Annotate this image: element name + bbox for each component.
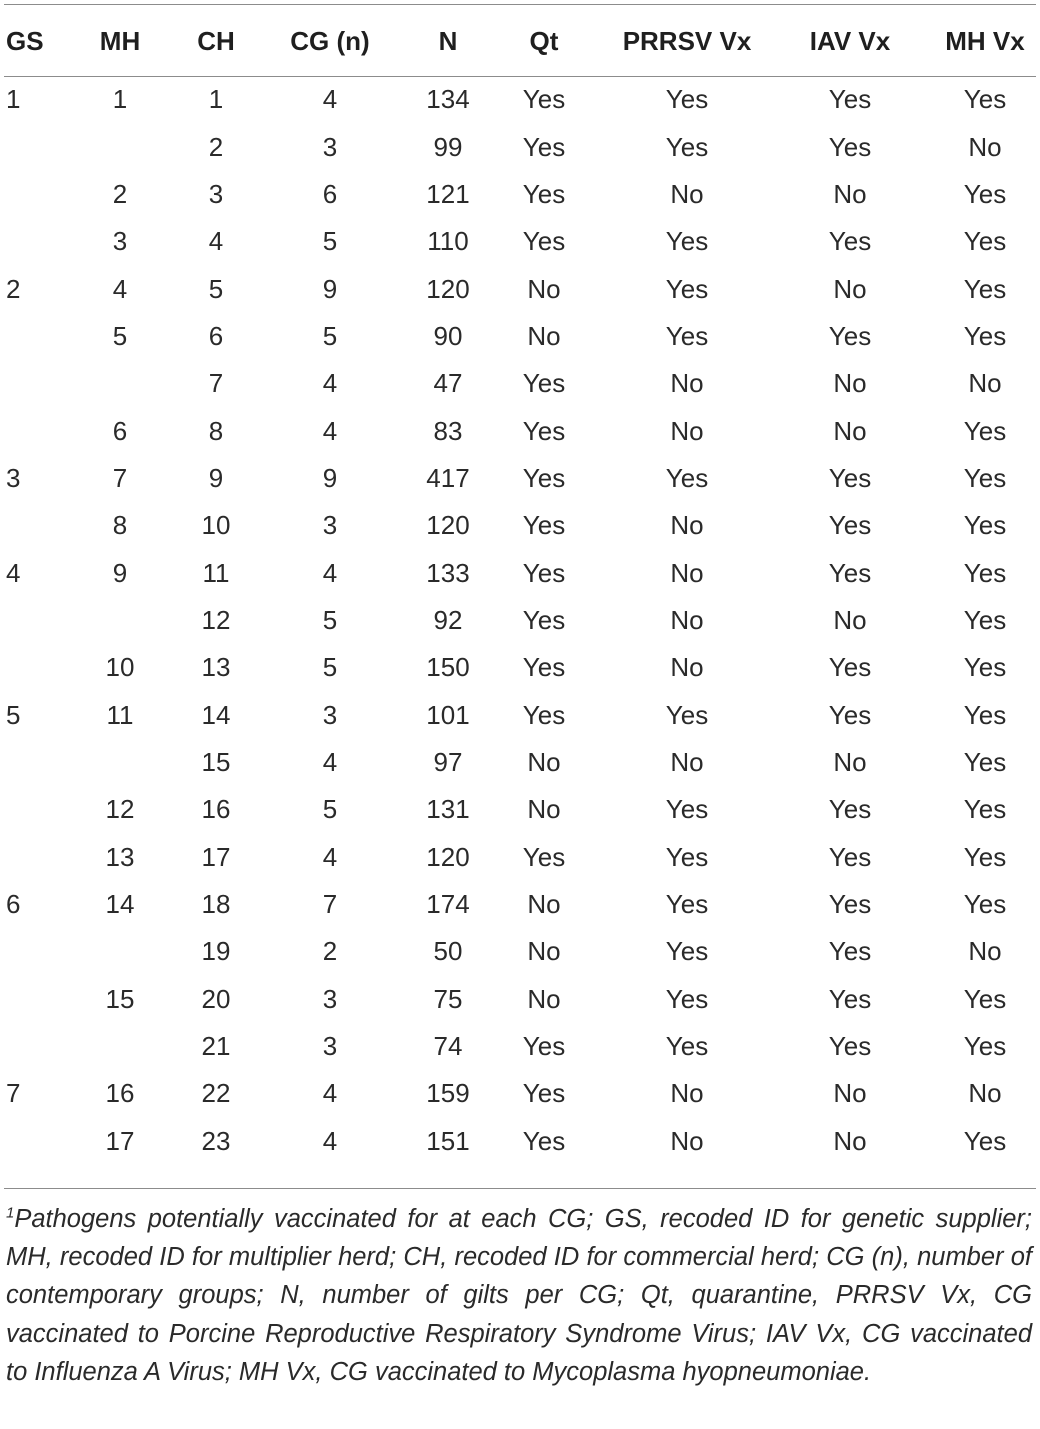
column-header-qt: Qt	[529, 25, 559, 56]
cell-iav-vx: Yes	[828, 557, 872, 588]
cell-mh	[56, 360, 184, 407]
cell-n: 101	[426, 699, 470, 730]
cell-qt: No	[527, 273, 561, 304]
table-row	[0, 123, 1040, 170]
cell-prrsv-vx: Yes	[665, 841, 709, 872]
cell-mh-vx: Yes	[963, 746, 1007, 777]
cell-prrsv-vx: No	[670, 652, 704, 683]
table-row	[0, 691, 1040, 738]
cell-n: 110	[427, 226, 469, 257]
cell-mh-vx: No	[968, 131, 1002, 162]
cell-cg-n: 9	[322, 273, 338, 304]
cell-ch: 8	[208, 415, 224, 446]
cell-ch: 15	[201, 746, 231, 777]
cell-qt: Yes	[522, 84, 566, 115]
cell-prrsv-vx: No	[670, 510, 704, 541]
cell-cg-n: 9	[322, 462, 338, 493]
table-row	[0, 1118, 1040, 1165]
cell-gs: 3	[6, 462, 21, 493]
cell-mh	[56, 597, 184, 644]
cell-mh-vx: Yes	[963, 699, 1007, 730]
cell-ch: 2	[208, 131, 224, 162]
cell-cg-n: 4	[322, 557, 338, 588]
table-row	[0, 1070, 1040, 1117]
cell-n: 92	[433, 604, 463, 635]
cell-mh	[56, 928, 184, 975]
cell-prrsv-vx: No	[670, 557, 704, 588]
cell-n: 133	[426, 557, 470, 588]
cell-mh-vx: No	[968, 368, 1002, 399]
cell-ch: 6	[208, 320, 224, 351]
cell-mh: 15	[105, 983, 135, 1014]
cell-cg-n: 4	[322, 1078, 338, 1109]
cell-ch: 5	[208, 273, 224, 304]
cell-mh: 3	[112, 226, 128, 257]
cell-ch: 14	[201, 699, 231, 730]
cell-gs	[0, 502, 56, 549]
cell-mh-vx: Yes	[963, 557, 1007, 588]
cell-mh-vx: Yes	[963, 415, 1007, 446]
cell-qt: Yes	[522, 462, 566, 493]
cell-iav-vx: No	[833, 1125, 867, 1156]
table-footnote	[6, 1200, 1032, 1391]
cell-qt: No	[527, 889, 561, 920]
cell-gs	[0, 313, 56, 360]
cell-ch: 20	[201, 983, 231, 1014]
cell-gs: 2	[6, 273, 21, 304]
cell-mh-vx: Yes	[963, 841, 1007, 872]
cell-iav-vx: Yes	[828, 841, 872, 872]
cell-n: 120	[426, 841, 470, 872]
cell-n: 74	[433, 1031, 463, 1062]
cell-n: 83	[433, 415, 463, 446]
cell-mh: 12	[105, 794, 135, 825]
cell-gs	[0, 834, 56, 881]
cell-qt: Yes	[522, 557, 566, 588]
table-row	[0, 360, 1040, 407]
table-row	[0, 76, 1040, 123]
cell-ch: 4	[208, 226, 224, 257]
cell-ch: 3	[208, 178, 224, 209]
cell-qt: Yes	[522, 510, 566, 541]
cell-iav-vx: No	[833, 1078, 867, 1109]
cell-mh: 6	[112, 415, 128, 446]
cell-qt: Yes	[522, 841, 566, 872]
cell-qt: Yes	[522, 415, 566, 446]
cell-prrsv-vx: No	[670, 746, 704, 777]
table-row	[0, 881, 1040, 928]
cell-cg-n: 3	[322, 510, 338, 541]
cell-cg-n: 5	[322, 652, 338, 683]
cell-prrsv-vx: Yes	[665, 84, 709, 115]
table-body	[0, 76, 1040, 1165]
cell-ch: 21	[201, 1031, 231, 1062]
cell-mh: 4	[112, 273, 128, 304]
cell-prrsv-vx: No	[670, 368, 704, 399]
cell-gs: 6	[6, 889, 21, 920]
cell-prrsv-vx: Yes	[665, 889, 709, 920]
cell-qt: Yes	[522, 131, 566, 162]
cell-cg-n: 3	[322, 983, 338, 1014]
footnote-marker: 1	[6, 1204, 15, 1222]
cell-prrsv-vx: Yes	[665, 273, 709, 304]
bottom-rule	[4, 1188, 1036, 1189]
cell-mh-vx: Yes	[963, 889, 1007, 920]
table-row	[0, 1023, 1040, 1070]
table-row	[0, 739, 1040, 786]
column-header-cg-n: CG (n)	[290, 25, 370, 56]
cell-mh-vx: Yes	[963, 604, 1007, 635]
cell-ch: 11	[202, 557, 230, 588]
cell-cg-n: 5	[322, 320, 338, 351]
cell-mh	[56, 739, 184, 786]
table-row	[0, 549, 1040, 596]
cell-gs	[0, 928, 56, 975]
cell-n: 47	[433, 368, 463, 399]
cell-iav-vx: Yes	[828, 889, 872, 920]
cell-prrsv-vx: Yes	[665, 1031, 709, 1062]
cell-prrsv-vx: No	[670, 1125, 704, 1156]
cell-ch: 9	[208, 462, 224, 493]
cell-qt: Yes	[522, 652, 566, 683]
cell-qt: Yes	[522, 1031, 566, 1062]
cell-gs	[0, 597, 56, 644]
cell-mh-vx: Yes	[963, 84, 1007, 115]
header-row	[0, 6, 1040, 76]
cell-mh-vx: Yes	[963, 983, 1007, 1014]
column-header-mh-vx: MH Vx	[945, 25, 1025, 56]
cell-prrsv-vx: Yes	[665, 936, 709, 967]
column-header-iav-vx: IAV Vx	[809, 25, 891, 56]
cell-qt: Yes	[522, 1078, 566, 1109]
table-row	[0, 834, 1040, 881]
cell-mh: 1	[112, 84, 128, 115]
table-row	[0, 976, 1040, 1023]
footnote-text: Pathogens potentially vaccinated for at each CG; GS, recoded ID for genetic supplier; MH, recoded ID for multiplier herd; CH, recoded ID for commercial herd; CG (n), number of contemporary groups; N, number of gilts per CG; Qt, quarantine, PRRSV Vx, CG vaccinated to Porcine Reproductive Respiratory Syndrome Virus; IAV Vx, CG vaccinated to Influenza A Virus; MH Vx, CG vaccinated to Mycoplasma hyopneumoniae.	[6, 1205, 1032, 1386]
cell-cg-n: 7	[322, 889, 338, 920]
cell-qt: Yes	[522, 226, 566, 257]
table-row	[0, 407, 1040, 454]
cell-n: 134	[426, 84, 470, 115]
cell-cg-n: 5	[322, 604, 338, 635]
cell-iav-vx: Yes	[828, 462, 872, 493]
cell-mh: 5	[112, 320, 128, 351]
cell-cg-n: 4	[322, 368, 338, 399]
cell-iav-vx: No	[833, 604, 867, 635]
cell-gs	[0, 786, 56, 833]
cell-n: 50	[433, 936, 463, 967]
cell-cg-n: 4	[322, 1125, 338, 1156]
cell-n: 120	[426, 273, 470, 304]
cell-qt: Yes	[522, 178, 566, 209]
cell-cg-n: 4	[322, 746, 338, 777]
table-row	[0, 313, 1040, 360]
cell-ch: 19	[201, 936, 231, 967]
cell-cg-n: 3	[322, 1031, 338, 1062]
table-row	[0, 265, 1040, 312]
cell-mh: 8	[112, 510, 128, 541]
cell-mh: 13	[105, 841, 135, 872]
cell-qt: No	[527, 983, 561, 1014]
cell-mh-vx: Yes	[963, 178, 1007, 209]
cell-iav-vx: No	[833, 368, 867, 399]
cell-mh-vx: No	[968, 1078, 1002, 1109]
cell-iav-vx: Yes	[828, 510, 872, 541]
cell-iav-vx: No	[833, 746, 867, 777]
column-header-gs: GS	[6, 25, 44, 56]
cell-mh-vx: No	[968, 936, 1002, 967]
herd-vaccination-table	[0, 6, 1040, 1165]
table-row	[0, 644, 1040, 691]
cell-prrsv-vx: Yes	[665, 794, 709, 825]
cell-n: 90	[433, 320, 463, 351]
cell-mh-vx: Yes	[963, 462, 1007, 493]
cell-iav-vx: Yes	[828, 84, 872, 115]
cell-mh: 17	[105, 1125, 135, 1156]
cell-ch: 16	[201, 794, 231, 825]
cell-n: 151	[426, 1125, 470, 1156]
cell-mh-vx: Yes	[963, 510, 1007, 541]
cell-mh-vx: Yes	[963, 273, 1007, 304]
cell-ch: 7	[208, 368, 224, 399]
cell-n: 174	[426, 889, 470, 920]
cell-qt: Yes	[522, 699, 566, 730]
cell-iav-vx: No	[833, 415, 867, 446]
table-row	[0, 218, 1040, 265]
cell-cg-n: 2	[322, 936, 338, 967]
cell-n: 75	[433, 983, 463, 1014]
cell-mh: 7	[112, 462, 128, 493]
cell-iav-vx: Yes	[828, 794, 872, 825]
cell-iav-vx: Yes	[828, 983, 872, 1014]
top-rule	[4, 4, 1036, 5]
cell-ch: 17	[201, 841, 231, 872]
table-row	[0, 786, 1040, 833]
cell-mh: 9	[112, 557, 128, 588]
cell-mh-vx: Yes	[963, 794, 1007, 825]
cell-ch: 12	[201, 604, 231, 635]
cell-iav-vx: Yes	[828, 226, 872, 257]
cell-prrsv-vx: No	[670, 1078, 704, 1109]
cell-mh: 11	[106, 699, 134, 730]
cell-cg-n: 4	[322, 84, 338, 115]
cell-mh: 14	[105, 889, 135, 920]
cell-ch: 10	[201, 510, 231, 541]
cell-prrsv-vx: Yes	[665, 462, 709, 493]
cell-ch: 13	[201, 652, 231, 683]
cell-iav-vx: Yes	[828, 652, 872, 683]
cell-n: 97	[433, 746, 463, 777]
cell-prrsv-vx: No	[670, 415, 704, 446]
cell-cg-n: 5	[322, 794, 338, 825]
cell-gs	[0, 123, 56, 170]
cell-qt: No	[527, 936, 561, 967]
cell-gs	[0, 644, 56, 691]
cell-qt: No	[527, 794, 561, 825]
column-header-n: N	[438, 25, 458, 56]
cell-mh	[56, 1023, 184, 1070]
cell-cg-n: 3	[322, 699, 338, 730]
cell-cg-n: 4	[322, 841, 338, 872]
cell-mh	[56, 123, 184, 170]
cell-qt: Yes	[522, 1125, 566, 1156]
cell-iav-vx: No	[833, 273, 867, 304]
cell-iav-vx: Yes	[828, 1031, 872, 1062]
cell-cg-n: 4	[322, 415, 338, 446]
cell-gs: 5	[6, 699, 21, 730]
cell-gs	[0, 1023, 56, 1070]
cell-gs	[0, 407, 56, 454]
cell-mh-vx: Yes	[963, 652, 1007, 683]
cell-gs	[0, 218, 56, 265]
cell-qt: Yes	[522, 604, 566, 635]
cell-prrsv-vx: Yes	[665, 983, 709, 1014]
cell-gs	[0, 360, 56, 407]
cell-ch: 18	[201, 889, 231, 920]
cell-gs: 4	[6, 557, 21, 588]
cell-prrsv-vx: No	[670, 178, 704, 209]
cell-cg-n: 6	[322, 178, 338, 209]
cell-n: 159	[426, 1078, 470, 1109]
table-row	[0, 502, 1040, 549]
cell-iav-vx: No	[833, 178, 867, 209]
cell-ch: 23	[201, 1125, 231, 1156]
cell-prrsv-vx: No	[670, 604, 704, 635]
cell-prrsv-vx: Yes	[665, 699, 709, 730]
cell-prrsv-vx: Yes	[665, 320, 709, 351]
cell-cg-n: 3	[322, 131, 338, 162]
cell-gs: 7	[6, 1078, 21, 1109]
cell-mh: 16	[105, 1078, 135, 1109]
cell-n: 99	[433, 131, 463, 162]
cell-mh: 10	[105, 652, 135, 683]
table-row	[0, 928, 1040, 975]
cell-qt: Yes	[522, 368, 566, 399]
cell-gs	[0, 976, 56, 1023]
cell-cg-n: 5	[322, 226, 338, 257]
cell-ch: 1	[208, 84, 224, 115]
cell-ch: 22	[201, 1078, 231, 1109]
cell-mh-vx: Yes	[963, 1031, 1007, 1062]
cell-iav-vx: Yes	[828, 131, 872, 162]
cell-iav-vx: Yes	[828, 320, 872, 351]
column-header-ch: CH	[197, 25, 235, 56]
cell-n: 120	[426, 510, 470, 541]
cell-mh-vx: Yes	[963, 1125, 1007, 1156]
cell-n: 417	[426, 462, 470, 493]
cell-iav-vx: Yes	[828, 699, 872, 730]
cell-mh-vx: Yes	[963, 226, 1007, 257]
column-header-mh: MH	[99, 25, 141, 56]
cell-prrsv-vx: Yes	[665, 226, 709, 257]
table-row	[0, 597, 1040, 644]
cell-mh-vx: Yes	[963, 320, 1007, 351]
cell-gs	[0, 739, 56, 786]
cell-n: 121	[426, 178, 470, 209]
cell-gs	[0, 1118, 56, 1165]
cell-iav-vx: Yes	[828, 936, 872, 967]
table-row	[0, 455, 1040, 502]
table-row	[0, 171, 1040, 218]
cell-prrsv-vx: Yes	[665, 131, 709, 162]
column-header-prrsv-vx: PRRSV Vx	[622, 25, 752, 56]
cell-n: 131	[426, 794, 470, 825]
cell-qt: No	[527, 320, 561, 351]
cell-gs	[0, 171, 56, 218]
cell-mh: 2	[112, 178, 128, 209]
cell-gs: 1	[6, 84, 21, 115]
cell-n: 150	[426, 652, 470, 683]
cell-qt: No	[527, 746, 561, 777]
